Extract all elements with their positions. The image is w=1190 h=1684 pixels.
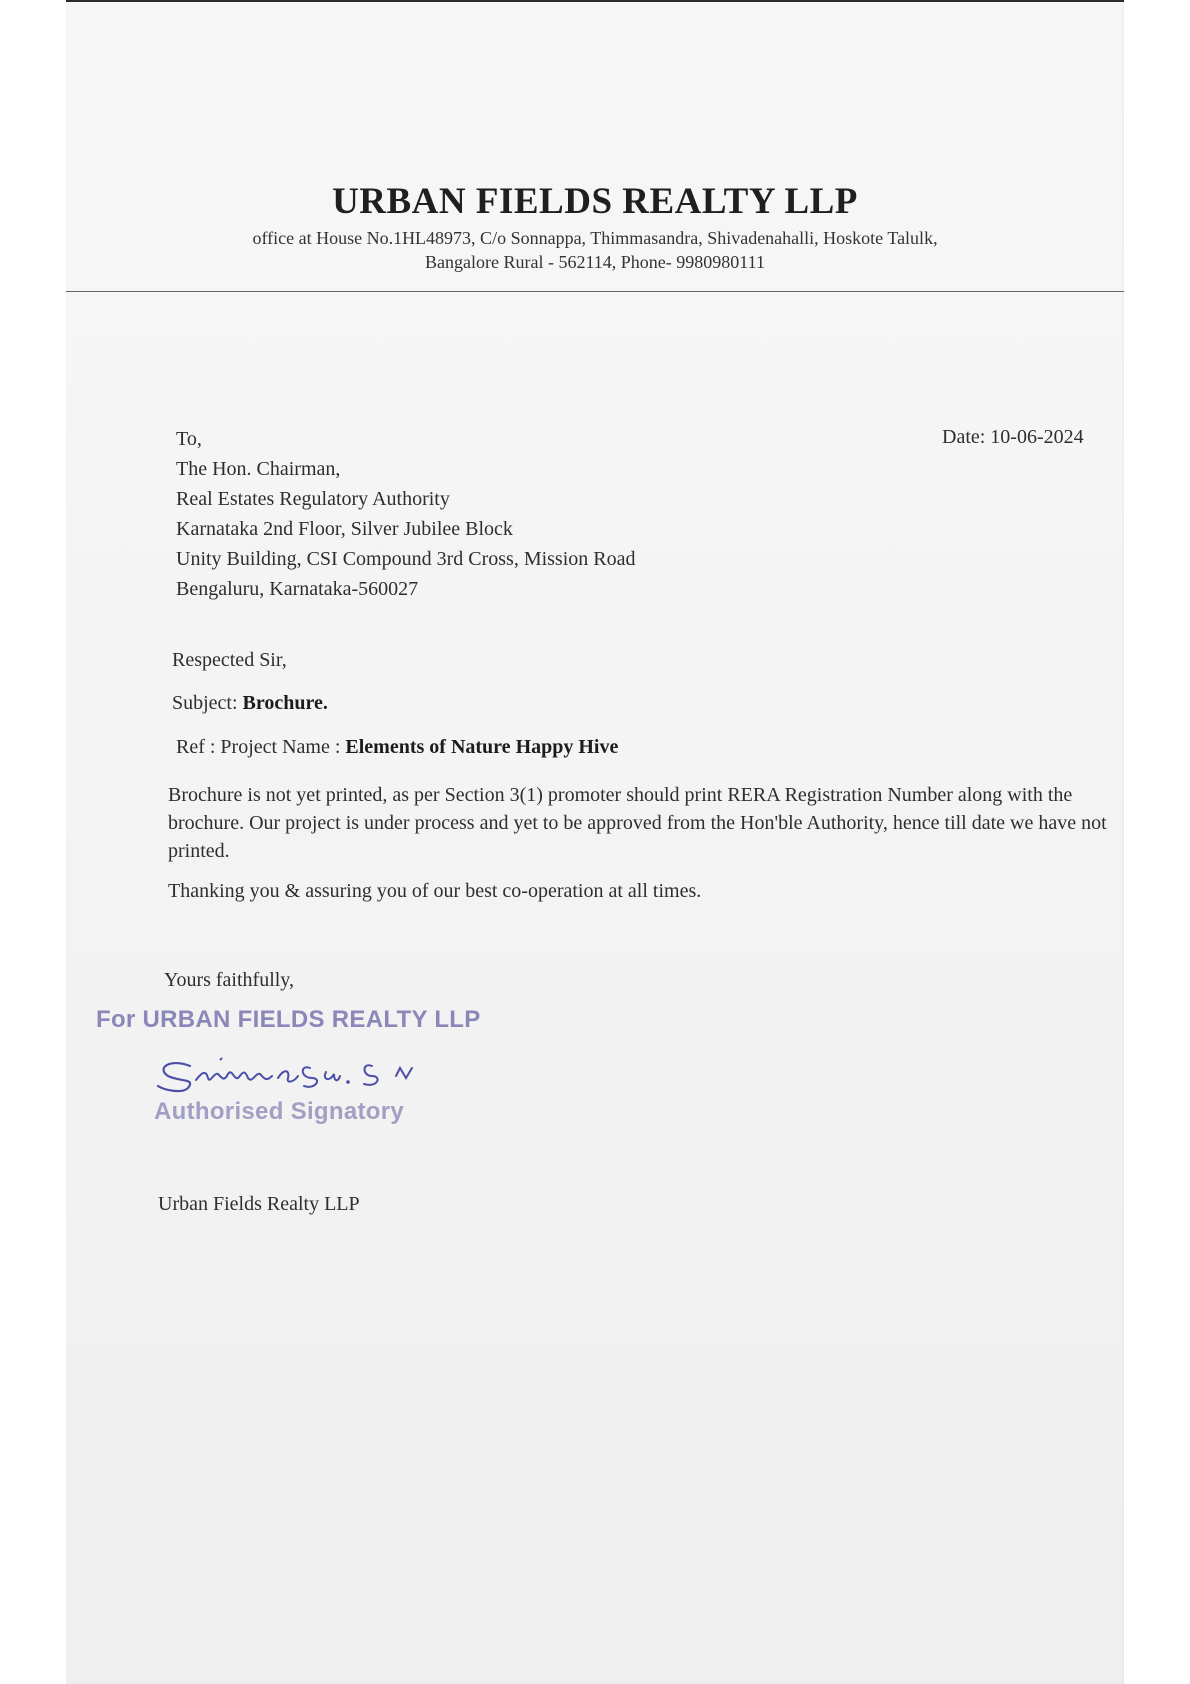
recipient-line: The Hon. Chairman, [176,458,341,480]
closing: Yours faithfully, [164,969,295,991]
address-line-2: Bangalore Rural - 562114, Phone- 9980980111 [425,252,765,272]
signature [150,1038,460,1103]
salutation: Respected Sir, [172,649,287,671]
recipient-block [176,424,636,604]
body-paragraph: Brochure is not yet printed, as per Section 3(1) promoter should print RERA Registration Number along with the brochure. Our project is under process and yet to be approved from the Hon'ble Authority, hence till date we have not printed. [168,784,1107,862]
recipient-line: Karnataka 2nd Floor, Silver Jubilee Block [176,518,513,540]
letter-date: Date: 10-06-2024 [942,426,1084,448]
company-address [66,226,1124,274]
subject-line [172,692,328,715]
subject-label: Subject: [172,692,238,714]
company-name: URBAN FIELDS REALTY LLP [332,181,858,222]
ref-line [176,736,618,759]
company-stamp: For URBAN FIELDS REALTY LLP [96,1006,481,1033]
thanks-line: Thanking you & assuring you of our best co-operation at all times. [168,880,702,902]
recipient-line: Unity Building, CSI Compound 3rd Cross, Mission Road [176,548,636,570]
ref-label: Ref : Project Name : [176,736,341,758]
letter-page [66,0,1124,1684]
address-line-1: office at House No.1HL48973, C/o Sonnappa, Thimmasandra, Shivadenahalli, Hoskote Talulk, [252,228,938,248]
recipient-line: Real Estates Regulatory Authority [176,488,450,510]
recipient-to: To, [176,428,202,450]
sender-name: Urban Fields Realty LLP [158,1193,360,1215]
recipient-line: Bengaluru, Karnataka-560027 [176,578,419,600]
authorised-signatory-stamp: Authorised Signatory [154,1098,405,1125]
subject-value: Brochure. [242,692,328,714]
ref-value: Elements of Nature Happy Hive [345,736,619,758]
letterhead-divider [66,291,1124,292]
